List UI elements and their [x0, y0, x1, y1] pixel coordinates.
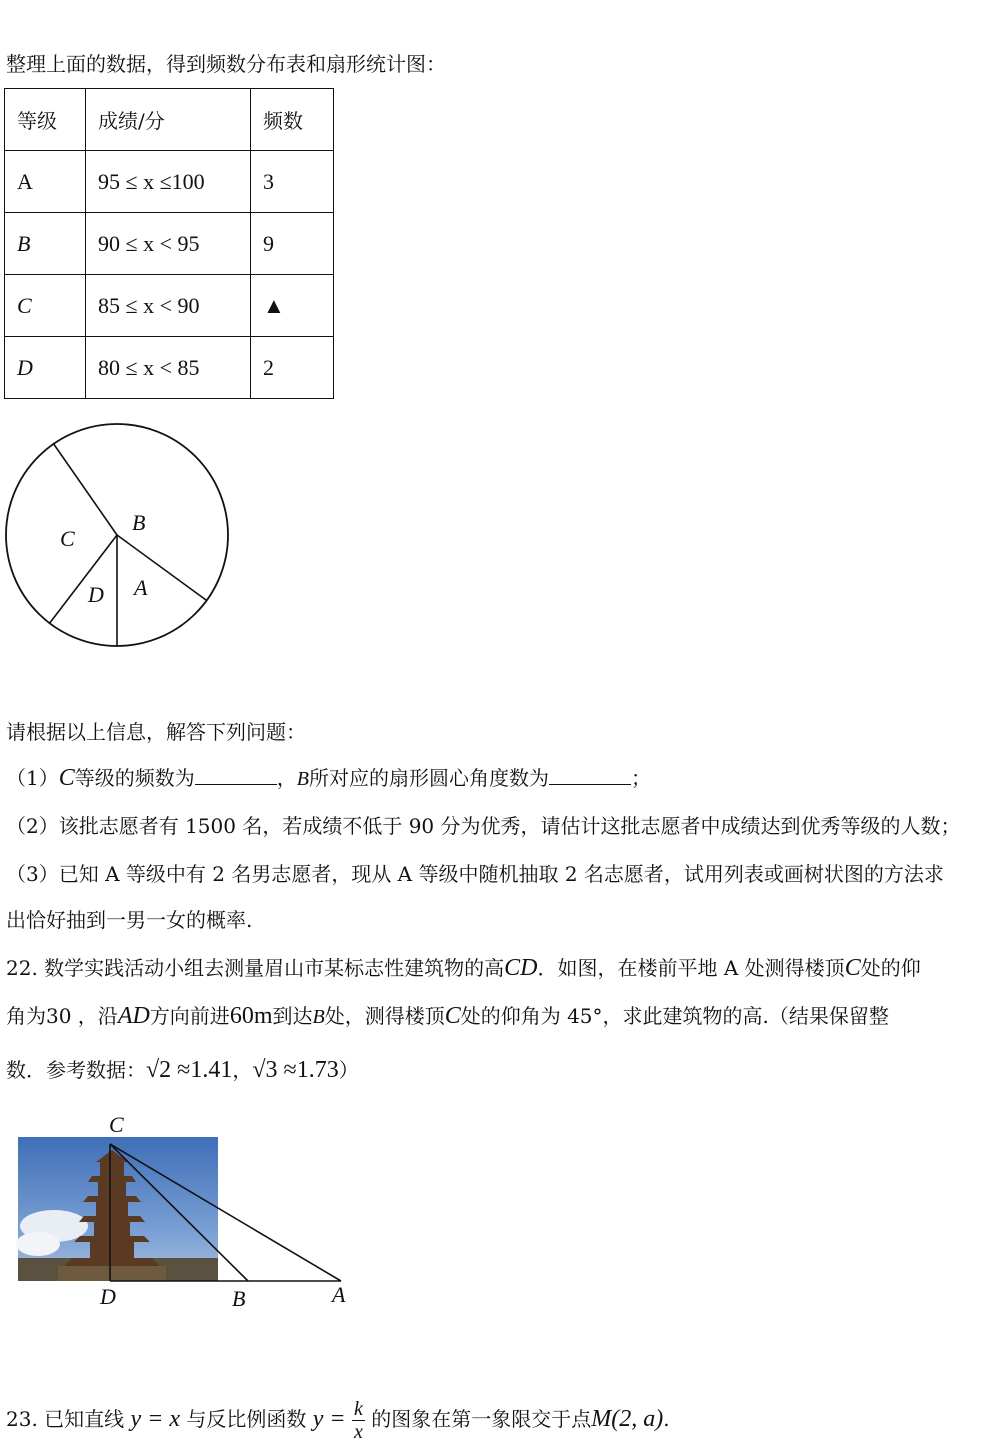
q22-text: 处的仰角为 45°，求此建筑物的高.（结果保留整 — [460, 1004, 889, 1028]
grade-cell: B — [5, 213, 86, 275]
table-row — [5, 151, 334, 213]
point-label-c: C — [109, 1112, 124, 1137]
q22-text: ） — [338, 1058, 359, 1082]
q23-text: . — [663, 1407, 670, 1431]
pie-label-b: B — [132, 510, 146, 535]
grade-cell: C — [5, 275, 86, 337]
range-cell: 85 ≤ x < 90 — [86, 275, 251, 337]
answer-blank — [549, 766, 631, 785]
grade-b: B — [296, 768, 309, 790]
q22-math: AD — [117, 1003, 150, 1029]
q22-line1 — [6, 954, 921, 982]
header-grade: 等级 — [5, 89, 86, 151]
count-cell: 3 — [251, 151, 334, 213]
pagoda-photo — [16, 1137, 218, 1281]
table-row — [5, 213, 334, 275]
q22-math: √3 ≈1.73 — [252, 1057, 339, 1083]
range-cell: 80 ≤ x < 85 — [86, 337, 251, 399]
q23-math: y = — [312, 1406, 346, 1432]
q22-text: ， — [232, 1058, 253, 1082]
fraction-numerator: k — [353, 1398, 363, 1420]
point-label-a: A — [332, 1282, 346, 1307]
count-cell: 9 — [251, 213, 334, 275]
q22-text: 到达 — [272, 1004, 313, 1028]
range-cell: 95 ≤ x ≤100 — [86, 151, 251, 213]
q22-text: ．如图，在楼前平地 A 处测得楼顶 — [537, 956, 845, 980]
q22-math: C — [844, 955, 861, 981]
q22-math: CD — [504, 955, 538, 981]
q23-line — [6, 1394, 670, 1444]
q22-math: 60m — [229, 1003, 273, 1029]
q21-text: ； — [630, 766, 651, 790]
pie-label-a: A — [134, 575, 148, 600]
table-row — [5, 337, 334, 399]
pie-chart — [4, 422, 234, 652]
q21-text: ， — [276, 766, 297, 790]
q22-text: 处，测得楼顶 — [324, 1004, 445, 1028]
grade-c: C — [58, 765, 75, 791]
frequency-table — [4, 88, 334, 399]
answer-blank — [195, 766, 277, 785]
q23-math: M(2, a) — [591, 1406, 664, 1432]
header-score: 成绩/分 — [86, 89, 251, 151]
pie-label-c: C — [60, 526, 75, 551]
table-header-row — [5, 89, 334, 151]
q23-math: y = x — [130, 1406, 181, 1432]
point-label-d: D — [100, 1284, 116, 1309]
fraction — [352, 1398, 365, 1443]
q22-line2 — [6, 1002, 889, 1031]
q22-text: 数．参考数据： — [6, 1058, 146, 1082]
intro-text: 整理上面的数据，得到频数分布表和扇形统计图： — [6, 52, 446, 76]
q21-part1 — [6, 764, 651, 793]
grade-cell: D — [5, 337, 86, 399]
q22-math: √2 ≈1.41 — [146, 1057, 233, 1083]
q22-text: 角为30 ，沿 — [6, 1004, 118, 1028]
count-cell: 2 — [251, 337, 334, 399]
q21-part3-line1: （3）已知 A 等级中有 2 名男志愿者，现从 A 等级中随机抽取 2 名志愿者，试用列表或画树状图的方法求 — [6, 862, 944, 886]
q21-text: 所对应的扇形圆心角度数为 — [308, 766, 549, 790]
point-label-b: B — [232, 1286, 246, 1311]
pie-divider — [53, 443, 117, 535]
q22-math: C — [444, 1003, 461, 1029]
table-row — [5, 275, 334, 337]
grade-cell: A — [5, 151, 86, 213]
q22-text: 方向前进 — [149, 1004, 230, 1028]
q22-line3 — [6, 1056, 359, 1084]
range-cell: 90 ≤ x < 95 — [86, 213, 251, 275]
q21-part3-line2: 出恰好抽到一男一女的概率. — [6, 908, 253, 932]
pie-divider — [117, 535, 206, 600]
q21-prompt: 请根据以上信息，解答下列问题： — [6, 720, 306, 744]
part-number: （1） — [6, 766, 59, 790]
fraction-denominator: x — [353, 1421, 363, 1443]
q22-math: B — [312, 1006, 325, 1028]
q21-part2: （2）该批志愿者有 1500 名，若成绩不低于 90 分为优秀，请估计这批志愿者中成绩达到优秀等级的人数； — [6, 814, 961, 838]
q23-text: 23. 已知直线 — [6, 1407, 125, 1431]
pie-label-d: D — [88, 582, 104, 607]
header-count: 频数 — [251, 89, 334, 151]
count-cell: ▲ — [251, 275, 334, 337]
q23-text: 的图象在第一象限交于点 — [371, 1407, 592, 1431]
q22-text: 处的仰 — [860, 956, 921, 980]
q23-text: 与反比例函数 — [186, 1407, 307, 1431]
q22-text: 22. 数学实践活动小组去测量眉山市某标志性建筑物的高 — [6, 956, 505, 980]
building-figure — [14, 1108, 374, 1313]
q21-text: 等级的频数为 — [74, 766, 195, 790]
